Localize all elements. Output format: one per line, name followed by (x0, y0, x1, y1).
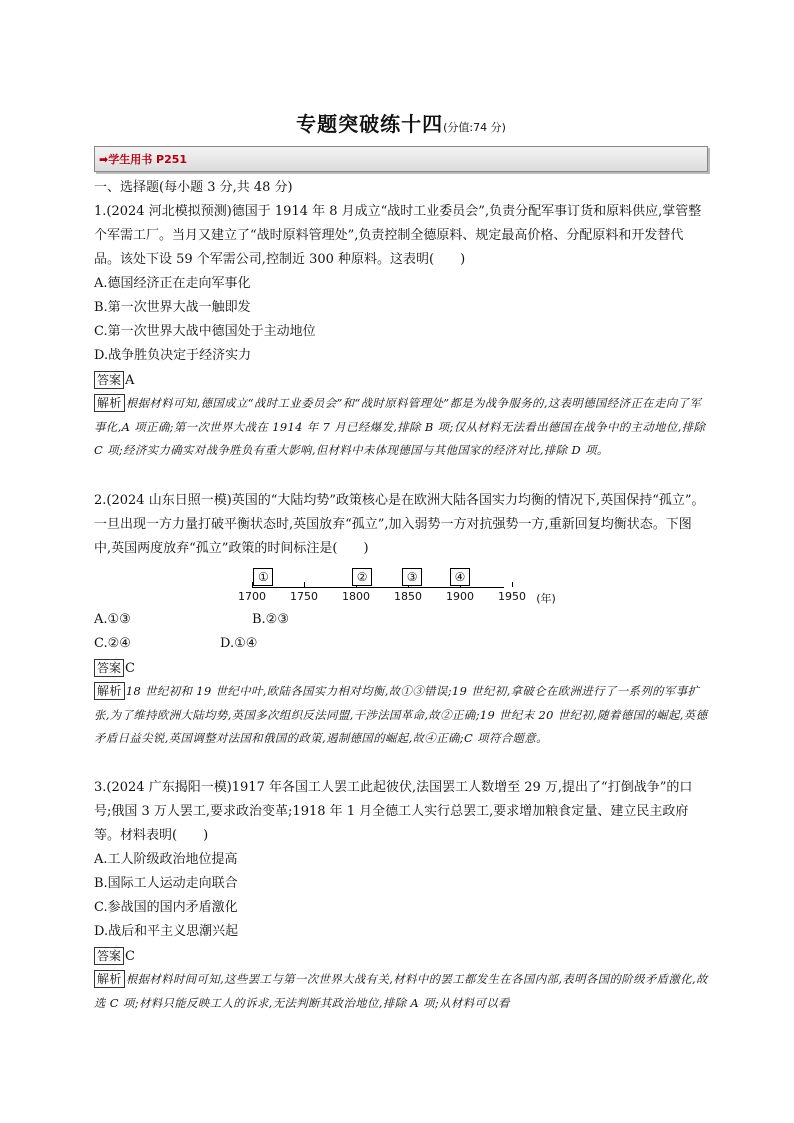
q3-option-b: B.国际工人运动走向联合 (94, 876, 238, 891)
q1-analysis: 根据材料可知,德国成立“战时工业委员会”和“战时原料管理处”都是为战争服务的,这表明德国经济正在走向了军事化,A 项正确;第一次世界大战在 1914 年 7 月已经爆发,排除 B 项;仅从材料无法看出德国在战争中的主动地位,排除 C 项;经济实力确实对战争胜负有重大影响,但材料中未体现德国与其他国家的经济对比,排除 D 项。 (94, 396, 706, 457)
q2-answer: C (125, 661, 135, 676)
q2-stem: 2.(2024 山东日照一模)英国的“大陆均势”政策核心是在欧洲大陆各国实力均衡的情况下,英国保持“孤立”。一旦出现一方力量打破平衡状态时,英国放弃“孤立”,加入弱势一方对抗强势一方,重新回复均衡状态。下图中,英国两度放弃“孤立”政策的时间标注是( ) (94, 493, 705, 556)
timeline-tick (304, 582, 305, 587)
q1-analysis-block (94, 392, 708, 463)
q1-option-c: C.第一次世界大战中德国处于主动地位 (94, 324, 316, 339)
analysis-tag: 解析 (94, 682, 125, 700)
q2-answer-row (94, 657, 135, 681)
analysis-tag: 解析 (94, 394, 125, 412)
timeline-year-label: 1800 (342, 590, 370, 603)
page-title (94, 108, 708, 137)
q1-option-b: B.第一次世界大战一触即发 (94, 300, 251, 315)
timeline-tick (512, 582, 513, 587)
q3-answer-row (94, 945, 135, 969)
q3-option-d: D.战后和平主义思潮兴起 (94, 924, 239, 939)
q3-option-a: A.工人阶级政治地位提高 (94, 852, 238, 867)
timeline-marker: ① (253, 568, 273, 586)
q1-option-d: D.战争胜负决定于经济实力 (94, 348, 252, 363)
answer-tag: 答案 (94, 947, 124, 965)
q1-stem: 1.(2024 河北模拟预测)德国于 1914 年 8 月成立“战时工业委员会”,负责分配军事订货和原料供应,掌管整个军需工厂。当月又建立了“战时原料管理处”,负责控制全德原料、规定最高价格、分配原料和开发替代品。该处下设 59 个军需公司,控制近 300 种原料。这表明( ) (94, 204, 702, 267)
q3-analysis: 根据材料时间可知,这些罢工与第一次世界大战有关,材料中的罢工都发生在各国内部,表明各国的阶级矛盾激化,故选 C 项;材料只能反映工人的诉求,无法判断其政治地位,排除 A 项;从材料可以看 (94, 972, 708, 1010)
q2-analysis: 18 世纪初和 19 世纪中叶,欧陆各国实力相对均衡,故①③错误;19 世纪初,拿破仑在欧洲进行了一系列的军事扩张,为了维持欧洲大陆均势,英国多次组织反法同盟,干涉法国革命,故②正确;19 世纪末 20 世纪初,随着德国的崛起,英德矛盾日益尖锐,英国调整对法国和俄国的政策,遏制德国的崛起,故④正确;C 项符合题意。 (94, 684, 708, 745)
q2-option-b: B.②③ (252, 612, 289, 627)
q3-answer: C (125, 949, 135, 964)
q2-analysis-block (94, 680, 708, 751)
answer-tag: 答案 (94, 371, 124, 389)
timeline-year-label: 1850 (394, 590, 422, 603)
section-heading: 一、选择题(每小题 3 分,共 48 分) (94, 180, 293, 195)
timeline-year-label: 1750 (290, 590, 318, 603)
timeline-year-label: 1900 (446, 590, 474, 603)
student-book-link[interactable]: ➡学生用书 P251 (99, 153, 188, 166)
timeline-marker: ④ (450, 568, 470, 586)
q3-stem: 3.(2024 广东揭阳一模)1917 年各国工人罢工此起彼伏,法国罢工人数增至 29 万,提出了“打倒战争”的口号;俄国 3 万人罢工,要求政治变革;1918 年 1 月全德工人实行总罢工,要求增加粮食定量、建立民主政府等。材料表明( ) (94, 780, 693, 843)
timeline-axis (252, 587, 504, 588)
student-book-banner (94, 146, 708, 172)
title-score: (分值:74 分) (443, 121, 506, 134)
q2-timeline (234, 566, 556, 606)
q2-option-d: D.①④ (220, 636, 258, 651)
timeline-unit: (年) (536, 592, 556, 605)
q1-option-a: A.德国经济正在走向军事化 (94, 276, 251, 291)
analysis-tag: 解析 (94, 970, 125, 988)
timeline-marker: ② (352, 568, 372, 586)
q2-option-a: A.①③ (94, 612, 131, 627)
title-main: 专题突破练十四 (296, 112, 444, 136)
q1-answer-row (94, 369, 134, 393)
q3-option-c: C.参战国的国内矛盾激化 (94, 900, 238, 915)
timeline-marker: ③ (402, 568, 422, 586)
timeline-year-label: 1700 (238, 590, 266, 603)
q1-answer: A (125, 373, 135, 388)
q3-analysis-block (94, 968, 708, 1015)
q2-option-c: C.②④ (94, 636, 131, 651)
timeline-year-label: 1950 (498, 590, 526, 603)
answer-tag: 答案 (94, 659, 124, 677)
